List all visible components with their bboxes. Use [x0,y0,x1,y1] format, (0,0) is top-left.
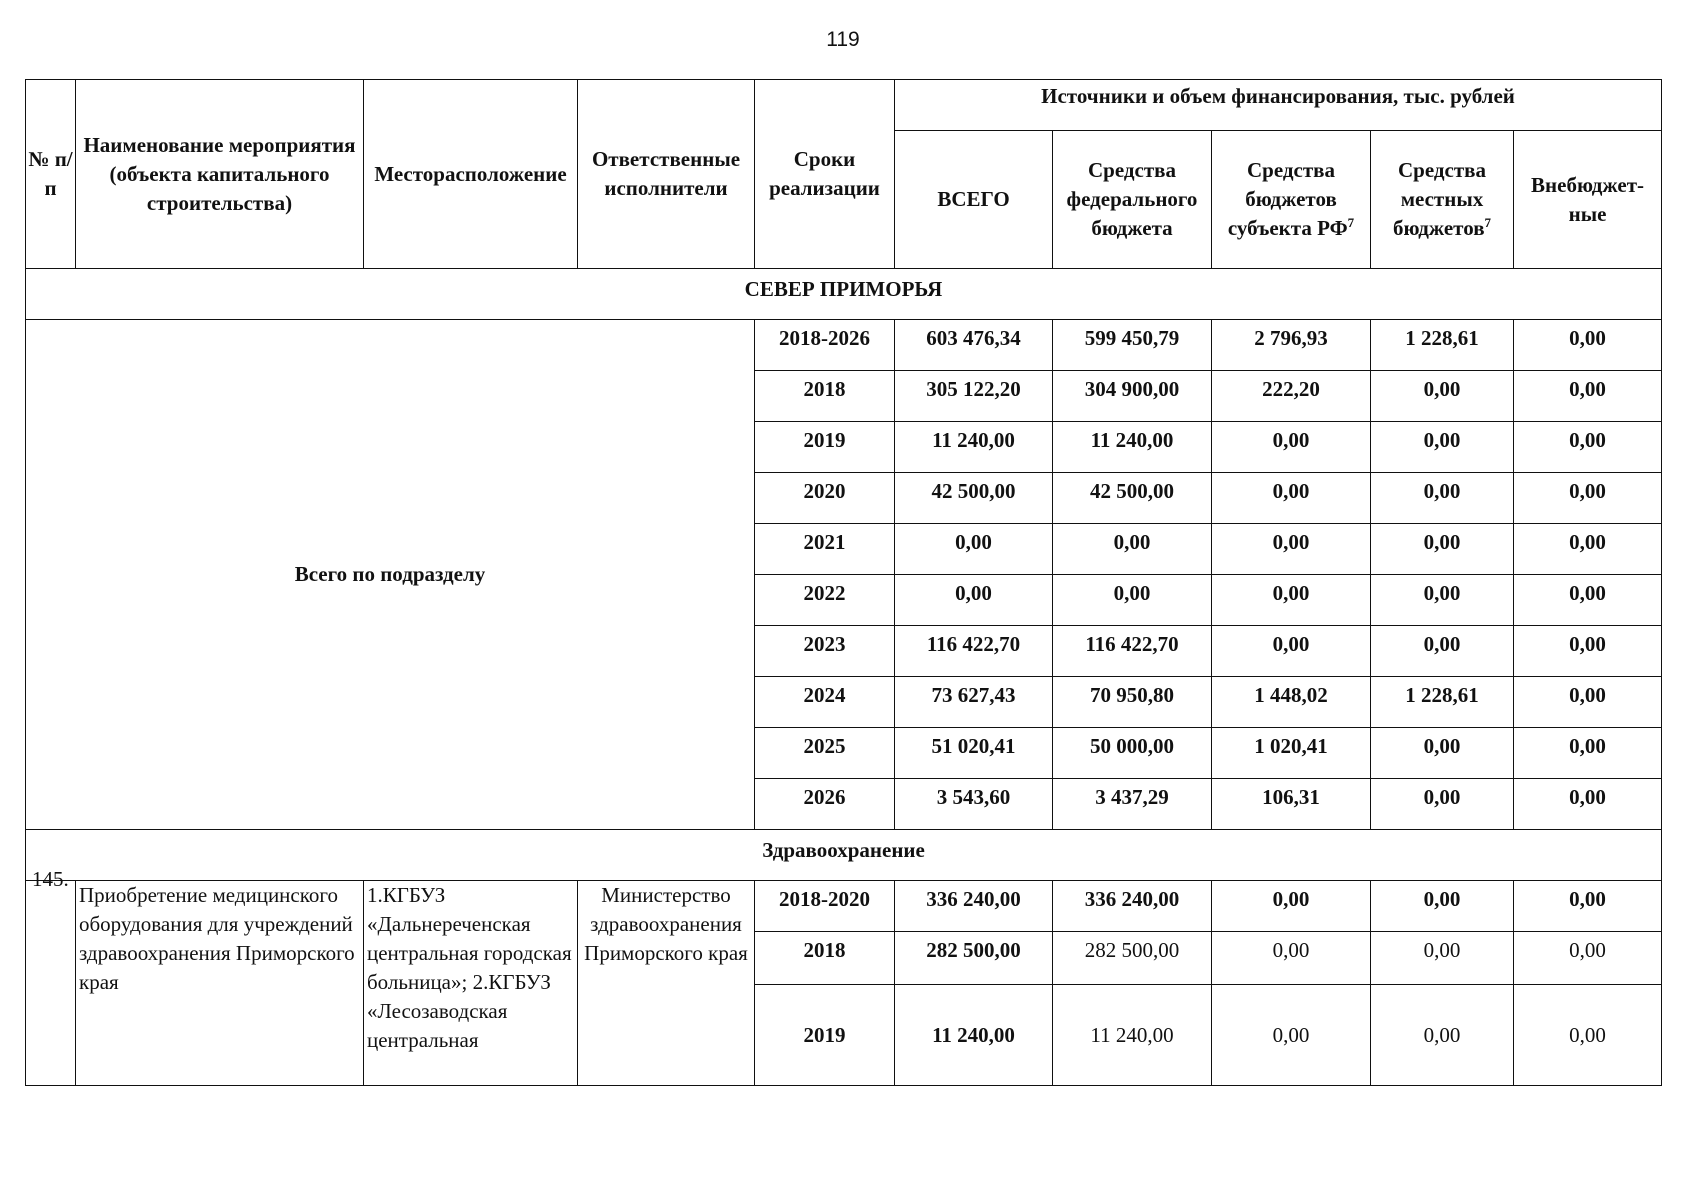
total-extra: 0,00 [1514,677,1662,728]
header-regional-label: Средства бюджетов субъекта РФ [1227,158,1348,240]
header-num: № п/п [26,80,76,269]
item-extra: 0,00 [1514,985,1662,1086]
total-local: 0,00 [1371,422,1514,473]
total-period: 2024 [755,677,895,728]
total-local: 0,00 [1371,626,1514,677]
total-sum: 3 543,60 [895,779,1053,830]
header-regional [1212,131,1371,269]
total-local: 0,00 [1371,524,1514,575]
page-number: 119 [826,28,860,51]
item-local: 0,00 [1371,932,1514,985]
header-regional-footnote: 7 [1347,215,1355,230]
header-executors: Ответственные исполнители [578,80,755,269]
total-local: 1 228,61 [1371,677,1514,728]
total-period: 2023 [755,626,895,677]
header-location: Месторасположение [364,80,578,269]
header-local-footnote: 7 [1484,215,1492,230]
total-extra: 0,00 [1514,524,1662,575]
section-title: СЕВЕР ПРИМОРЬЯ [26,269,1662,320]
total-period: 2025 [755,728,895,779]
total-extra: 0,00 [1514,779,1662,830]
total-period: 2018-2026 [755,320,895,371]
total-regional: 0,00 [1212,473,1371,524]
item-federal: 282 500,00 [1053,932,1212,985]
total-regional: 0,00 [1212,524,1371,575]
item-extra: 0,00 [1514,932,1662,985]
total-regional: 0,00 [1212,422,1371,473]
total-local: 0,00 [1371,779,1514,830]
total-federal: 50 000,00 [1053,728,1212,779]
total-extra: 0,00 [1514,371,1662,422]
total-sum: 42 500,00 [895,473,1053,524]
total-extra: 0,00 [1514,575,1662,626]
total-local: 0,00 [1371,575,1514,626]
item-period: 2018 [755,932,895,985]
total-period: 2026 [755,779,895,830]
total-regional: 106,31 [1212,779,1371,830]
item-federal: 336 240,00 [1053,881,1212,932]
total-period: 2022 [755,575,895,626]
total-period: 2018 [755,371,895,422]
item-local: 0,00 [1371,881,1514,932]
item-num: 145. [32,867,69,891]
total-extra: 0,00 [1514,422,1662,473]
total-sum: 0,00 [895,575,1053,626]
total-federal: 116 422,70 [1053,626,1212,677]
total-sum: 0,00 [895,524,1053,575]
total-extra: 0,00 [1514,626,1662,677]
total-label: Всего по подразделу [26,320,755,830]
item-total: 336 240,00 [895,881,1053,932]
total-local: 0,00 [1371,473,1514,524]
total-extra: 0,00 [1514,473,1662,524]
header-local [1371,131,1514,269]
total-federal: 11 240,00 [1053,422,1212,473]
total-local: 0,00 [1371,728,1514,779]
total-sum: 603 476,34 [895,320,1053,371]
financing-table [25,79,1662,1086]
header-total: ВСЕГО [895,131,1053,269]
total-period: 2020 [755,473,895,524]
total-sum: 73 627,43 [895,677,1053,728]
item-num-cell [26,867,76,1086]
item-executors: Министерство здравоохранения Приморского края [578,881,755,1086]
item-regional: 0,00 [1212,881,1371,932]
total-sum: 116 422,70 [895,626,1053,677]
item-period: 2018-2020 [755,881,895,932]
header-extra: Внебюджет-ные [1514,131,1662,269]
subsection-title: Здравоохранение [26,830,1662,881]
total-sum: 305 122,20 [895,371,1053,422]
total-regional: 0,00 [1212,575,1371,626]
total-regional: 222,20 [1212,371,1371,422]
total-regional: 0,00 [1212,626,1371,677]
item-total: 11 240,00 [895,985,1053,1086]
total-federal: 0,00 [1053,524,1212,575]
total-federal: 0,00 [1053,575,1212,626]
total-federal: 599 450,79 [1053,320,1212,371]
total-sum: 11 240,00 [895,422,1053,473]
total-sum: 51 020,41 [895,728,1053,779]
item-location: 1.КГБУЗ «Дальнереченская центральная городская больница»; 2.КГБУЗ «Лесозаводская центральная [364,881,578,1086]
total-period: 2019 [755,422,895,473]
header-federal: Средства федерального бюджета [1053,131,1212,269]
item-regional: 0,00 [1212,932,1371,985]
item-local: 0,00 [1371,985,1514,1086]
item-extra: 0,00 [1514,881,1662,932]
total-federal: 3 437,29 [1053,779,1212,830]
total-regional: 1 448,02 [1212,677,1371,728]
total-regional: 1 020,41 [1212,728,1371,779]
header-sources: Источники и объем финансирования, тыс. рублей [895,80,1662,131]
total-period: 2021 [755,524,895,575]
total-regional: 2 796,93 [1212,320,1371,371]
total-local: 0,00 [1371,371,1514,422]
item-period: 2019 [755,985,895,1086]
item-name: Приобретение медицинского оборудования для учреждений здравоохранения Приморского края [76,881,364,1086]
item-federal: 11 240,00 [1053,985,1212,1086]
total-local: 1 228,61 [1371,320,1514,371]
header-name: Наименование мероприятия (объекта капитального строительства) [76,80,364,269]
header-local-label: Средства местных бюджетов [1392,158,1486,240]
total-federal: 42 500,00 [1053,473,1212,524]
item-regional: 0,00 [1212,985,1371,1086]
total-extra: 0,00 [1514,320,1662,371]
item-total: 282 500,00 [895,932,1053,985]
total-extra: 0,00 [1514,728,1662,779]
header-period: Сроки реализации [755,80,895,269]
total-federal: 70 950,80 [1053,677,1212,728]
total-federal: 304 900,00 [1053,371,1212,422]
